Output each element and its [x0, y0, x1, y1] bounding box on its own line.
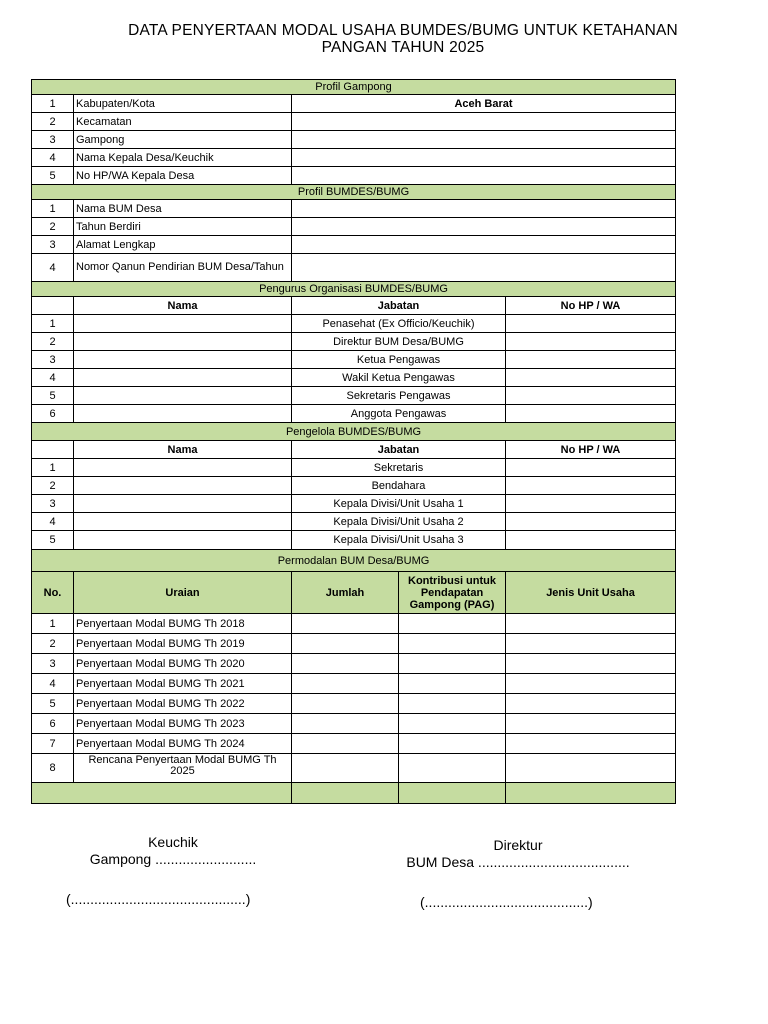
- uraian-cell: Penyertaan Modal BUMG Th 2023: [74, 714, 292, 734]
- no-hp-cell[interactable]: [506, 513, 676, 531]
- table-header-row: [32, 441, 676, 459]
- table-row: [32, 369, 676, 387]
- nama-cell[interactable]: [74, 477, 292, 495]
- row-number: 2: [32, 333, 74, 351]
- table-row: [32, 674, 676, 694]
- row-number: 1: [32, 95, 74, 113]
- signature-direktur: [388, 837, 648, 871]
- document-title-line1: DATA PENYERTAAN MODAL USAHA BUMDES/BUMG UNTUK KETAHANAN: [128, 22, 678, 39]
- jabatan-cell: Wakil Ketua Pengawas: [292, 369, 506, 387]
- jenis-unit-cell[interactable]: [506, 754, 676, 783]
- no-hp-cell[interactable]: [506, 333, 676, 351]
- table-row: [32, 754, 676, 783]
- jumlah-cell[interactable]: [292, 634, 399, 654]
- kontribusi-cell[interactable]: [399, 654, 506, 674]
- jumlah-cell[interactable]: [292, 694, 399, 714]
- row-number: 6: [32, 405, 74, 423]
- no-hp-cell[interactable]: [506, 315, 676, 333]
- kontribusi-cell[interactable]: [399, 634, 506, 654]
- no-hp-cell[interactable]: [506, 405, 676, 423]
- jabatan-cell: Bendahara: [292, 477, 506, 495]
- field-label: Nama Kepala Desa/Keuchik: [74, 149, 292, 167]
- no-hp-cell[interactable]: [506, 387, 676, 405]
- row-number: 2: [32, 113, 74, 131]
- jenis-unit-cell[interactable]: [506, 634, 676, 654]
- table-row: [32, 351, 676, 369]
- uraian-cell: Penyertaan Modal BUMG Th 2018: [74, 614, 292, 634]
- kontribusi-cell[interactable]: [399, 614, 506, 634]
- table-row: [32, 200, 676, 218]
- jumlah-cell[interactable]: [292, 734, 399, 754]
- jumlah-cell[interactable]: [292, 714, 399, 734]
- kontribusi-cell[interactable]: [399, 734, 506, 754]
- header-no-hp: No HP / WA: [506, 441, 676, 459]
- header-uraian: Uraian: [74, 572, 292, 614]
- row-number: 5: [32, 531, 74, 550]
- nama-cell[interactable]: [74, 387, 292, 405]
- jabatan-cell: Direktur BUM Desa/BUMG: [292, 333, 506, 351]
- document-title-line2: PANGAN TAHUN 2025: [321, 39, 485, 56]
- section-header-permodalan: [32, 550, 676, 572]
- table-row: [32, 167, 676, 185]
- row-number: 1: [32, 459, 74, 477]
- nama-cell[interactable]: [74, 315, 292, 333]
- nama-cell[interactable]: [74, 513, 292, 531]
- jabatan-cell: Kepala Divisi/Unit Usaha 2: [292, 513, 506, 531]
- jabatan-cell: Sekretaris Pengawas: [292, 387, 506, 405]
- row-number: 4: [32, 369, 74, 387]
- header-no-hp: No HP / WA: [506, 297, 676, 315]
- table-row: [32, 495, 676, 513]
- header-jumlah: Jumlah: [292, 572, 399, 614]
- jabatan-cell: Kepala Divisi/Unit Usaha 3: [292, 531, 506, 550]
- field-value-tahun-berdiri[interactable]: [292, 218, 676, 236]
- uraian-cell: Penyertaan Modal BUMG Th 2019: [74, 634, 292, 654]
- signature-direktur-title: Direktur: [493, 837, 543, 853]
- field-value-nama-bumdes[interactable]: [292, 200, 676, 218]
- jumlah-cell[interactable]: [292, 754, 399, 783]
- jabatan-cell: Anggota Pengawas: [292, 405, 506, 423]
- field-label: Tahun Berdiri: [74, 218, 292, 236]
- jenis-unit-cell[interactable]: [506, 674, 676, 694]
- no-hp-cell[interactable]: [506, 495, 676, 513]
- row-number: 4: [32, 254, 74, 282]
- field-label: Gampong: [74, 131, 292, 149]
- table-row: [32, 149, 676, 167]
- table-row: [32, 95, 676, 113]
- section-title: Profil BUMDES/BUMG: [32, 185, 676, 200]
- table-row: [32, 236, 676, 254]
- jumlah-cell[interactable]: [292, 614, 399, 634]
- table-row: [32, 614, 676, 634]
- table-row: [32, 405, 676, 423]
- total-kontribusi-cell[interactable]: [399, 783, 506, 804]
- uraian-cell: Penyertaan Modal BUMG Th 2024: [74, 734, 292, 754]
- table-header-row: [32, 297, 676, 315]
- table-row: [32, 387, 676, 405]
- kontribusi-cell[interactable]: [399, 754, 506, 783]
- row-number: 2: [32, 634, 74, 654]
- table-row: [32, 459, 676, 477]
- jabatan-cell: Sekretaris: [292, 459, 506, 477]
- kontribusi-cell[interactable]: [399, 694, 506, 714]
- field-label: No HP/WA Kepala Desa: [74, 167, 292, 185]
- field-value-kecamatan[interactable]: [292, 113, 676, 131]
- row-number: 3: [32, 495, 74, 513]
- section-title: Pengelola BUMDES/BUMG: [32, 423, 676, 441]
- table-row: [32, 694, 676, 714]
- header-no: No.: [32, 572, 74, 614]
- nama-cell[interactable]: [74, 333, 292, 351]
- header-nama: Nama: [74, 297, 292, 315]
- jabatan-cell: Penasehat (Ex Officio/Keuchik): [292, 315, 506, 333]
- row-number: 1: [32, 315, 74, 333]
- jenis-unit-cell[interactable]: [506, 734, 676, 754]
- kontribusi-cell[interactable]: [399, 674, 506, 694]
- uraian-cell: Penyertaan Modal BUMG Th 2020: [74, 654, 292, 674]
- nama-cell[interactable]: [74, 531, 292, 550]
- jumlah-cell[interactable]: [292, 674, 399, 694]
- field-value-gampong[interactable]: [292, 131, 676, 149]
- row-number: 4: [32, 513, 74, 531]
- no-hp-cell[interactable]: [506, 477, 676, 495]
- row-number: 6: [32, 714, 74, 734]
- table-row: [32, 734, 676, 754]
- jenis-unit-cell[interactable]: [506, 654, 676, 674]
- table-row: [32, 218, 676, 236]
- document-title: [40, 22, 766, 56]
- jabatan-cell: Ketua Pengawas: [292, 351, 506, 369]
- row-number: 4: [32, 149, 74, 167]
- jabatan-cell: Kepala Divisi/Unit Usaha 1: [292, 495, 506, 513]
- field-value-kepala-desa[interactable]: [292, 149, 676, 167]
- header-cell-empty: [32, 297, 74, 315]
- no-hp-cell[interactable]: [506, 369, 676, 387]
- section-title: Pengurus Organisasi BUMDES/BUMG: [32, 282, 676, 297]
- table-header-row: [32, 572, 676, 614]
- field-label: Kecamatan: [74, 113, 292, 131]
- row-number: 3: [32, 131, 74, 149]
- no-hp-cell[interactable]: [506, 459, 676, 477]
- row-number: 7: [32, 734, 74, 754]
- total-row: [32, 783, 676, 804]
- section-header-pengurus: [32, 282, 676, 297]
- header-nama: Nama: [74, 441, 292, 459]
- signature-direktur-bumdesa: BUM Desa .......................................: [406, 854, 630, 870]
- row-number: 4: [32, 674, 74, 694]
- total-label-cell: [32, 783, 292, 804]
- nama-cell[interactable]: [74, 459, 292, 477]
- table-row: [32, 254, 676, 282]
- total-jenis-cell: [506, 783, 676, 804]
- table-row: [32, 654, 676, 674]
- section-header-profil-bumdes: [32, 185, 676, 200]
- table-row: [32, 477, 676, 495]
- signature-keuchik: [70, 834, 276, 868]
- header-kontribusi: Kontribusi untuk Pendapatan Gampong (PAG): [399, 572, 506, 614]
- header-jabatan: Jabatan: [292, 297, 506, 315]
- signature-keuchik-gampong: Gampong ..........................: [89, 851, 257, 867]
- field-label: Alamat Lengkap: [74, 236, 292, 254]
- signature-direktur-line: (..........................................): [420, 894, 593, 910]
- row-number: 1: [32, 200, 74, 218]
- row-number: 1: [32, 614, 74, 634]
- no-hp-cell[interactable]: [506, 531, 676, 550]
- row-number: 8: [32, 754, 74, 783]
- table-row: [32, 714, 676, 734]
- header-jabatan: Jabatan: [292, 441, 506, 459]
- signature-keuchik-title: Keuchik: [148, 834, 198, 850]
- uraian-cell: Rencana Penyertaan Modal BUMG Th 2025: [74, 754, 292, 783]
- field-label: Nomor Qanun Pendirian BUM Desa/Tahun: [74, 254, 292, 282]
- table-row: [32, 113, 676, 131]
- table-row: [32, 131, 676, 149]
- row-number: 5: [32, 167, 74, 185]
- nama-cell[interactable]: [74, 351, 292, 369]
- jenis-unit-cell[interactable]: [506, 714, 676, 734]
- field-label: Nama BUM Desa: [74, 200, 292, 218]
- row-number: 2: [32, 218, 74, 236]
- table-row: [32, 333, 676, 351]
- header-jenis-unit: Jenis Unit Usaha: [506, 572, 676, 614]
- section-header-pengelola: [32, 423, 676, 441]
- jumlah-cell[interactable]: [292, 654, 399, 674]
- section-title: Profil Gampong: [32, 80, 676, 95]
- kontribusi-cell[interactable]: [399, 714, 506, 734]
- row-number: 5: [32, 694, 74, 714]
- field-value-alamat[interactable]: [292, 236, 676, 254]
- section-header-profil-gampong: [32, 80, 676, 95]
- signature-keuchik-line: (.............................................): [66, 891, 251, 907]
- row-number: 2: [32, 477, 74, 495]
- nama-cell[interactable]: [74, 405, 292, 423]
- field-label: Kabupaten/Kota: [74, 95, 292, 113]
- field-value-hp-kepala-desa[interactable]: [292, 167, 676, 185]
- table-row: [32, 315, 676, 333]
- row-number: 3: [32, 351, 74, 369]
- field-value-kabupaten[interactable]: Aceh Barat: [292, 95, 676, 113]
- row-number: 3: [32, 236, 74, 254]
- uraian-cell: Penyertaan Modal BUMG Th 2022: [74, 694, 292, 714]
- nama-cell[interactable]: [74, 495, 292, 513]
- table-row: [32, 513, 676, 531]
- table-row: [32, 531, 676, 550]
- uraian-cell: Penyertaan Modal BUMG Th 2021: [74, 674, 292, 694]
- section-title: Permodalan BUM Desa/BUMG: [32, 550, 676, 572]
- form-table: [31, 79, 676, 804]
- header-cell-empty: [32, 441, 74, 459]
- jenis-unit-cell[interactable]: [506, 614, 676, 634]
- field-value-nomor-qanun[interactable]: [292, 254, 676, 282]
- total-jumlah-cell[interactable]: [292, 783, 399, 804]
- table-row: [32, 634, 676, 654]
- nama-cell[interactable]: [74, 369, 292, 387]
- jenis-unit-cell[interactable]: [506, 694, 676, 714]
- no-hp-cell[interactable]: [506, 351, 676, 369]
- row-number: 3: [32, 654, 74, 674]
- row-number: 5: [32, 387, 74, 405]
